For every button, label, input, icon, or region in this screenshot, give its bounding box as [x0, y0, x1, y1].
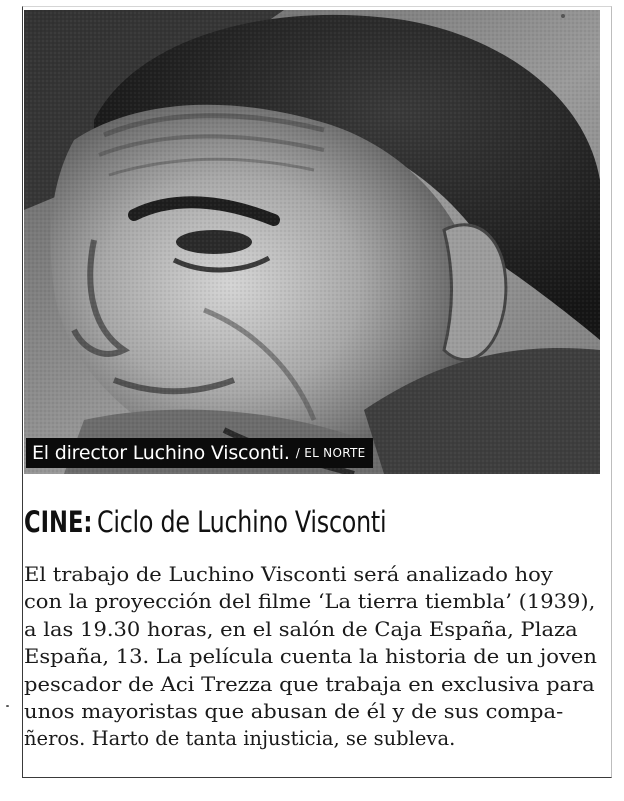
article-headline [24, 505, 604, 539]
section-label: CINE: [24, 505, 93, 539]
article-body [24, 561, 602, 753]
portrait-image [24, 10, 600, 474]
body-line: unos mayoristas que abusan de él y de sus compa- [24, 700, 564, 724]
photo-credit: / EL NORTE [295, 446, 366, 460]
headline-title: Ciclo de Luchino Visconti [96, 505, 387, 539]
caption-text: El director Luchino Visconti. [32, 442, 290, 464]
scan-speck [6, 705, 9, 707]
body-line: a las 19.30 horas, en el salón de Caja España, Plaza [24, 617, 578, 641]
photo-caption [26, 438, 373, 468]
body-line: pescador de Aci Trezza que trabaja en exclusiva para [24, 672, 595, 696]
body-line: España, 13. La película cuenta la historia de un joven [24, 645, 597, 669]
scan-speck [561, 14, 565, 18]
body-line: con la proyección del filme ‘La tierra tiembla’ (1939), [24, 590, 596, 614]
body-line: ñeros. Harto de tanta injusticia, se subleva. [24, 727, 456, 751]
body-line: El trabajo de Luchino Visconti será analizado hoy [24, 563, 553, 586]
portrait-photo [24, 10, 600, 474]
